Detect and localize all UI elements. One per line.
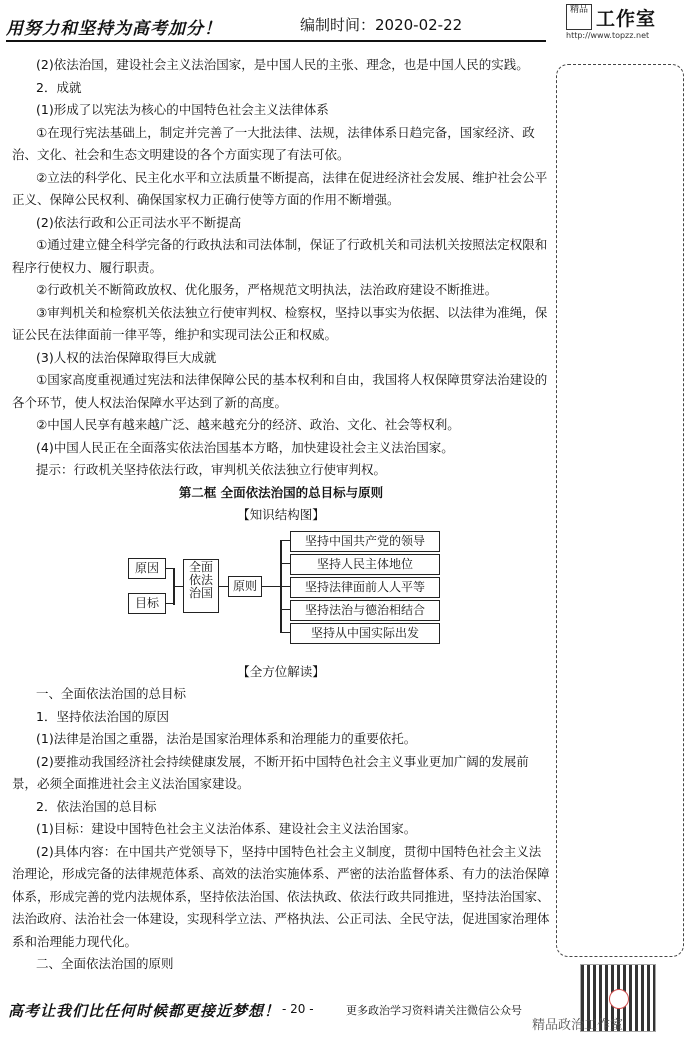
paragraph: (4)中国人民正在全面落实依法治国基本方略，加快建设社会主义法治国家。 bbox=[36, 439, 454, 455]
diagram-box-reason: 原因 bbox=[128, 558, 166, 579]
paragraph: ①通过建立健全科学完备的行政执法和司法体制，保证了行政机关和司法机关按照法定权限和程序行使权力、履行职责。 bbox=[12, 237, 548, 275]
connector bbox=[280, 632, 290, 634]
paragraph: (2)依法行政和公正司法水平不断提高 bbox=[36, 214, 242, 230]
paragraph: (2)依法治国，建设社会主义法治国家，是中国人民的主张、理念，也是中国人民的实践。 bbox=[36, 57, 529, 72]
principle-item: 坚持中国共产党的领导 bbox=[290, 531, 440, 552]
principle-item: 坚持法律面前人人平等 bbox=[290, 577, 440, 598]
principle-item: 坚持法治与德治相结合 bbox=[290, 600, 440, 621]
knowledge-structure-diagram bbox=[12, 531, 550, 657]
analysis-label: 【全方位解读】 bbox=[237, 663, 325, 679]
compile-date: 编制时间：2020-02-22 bbox=[300, 16, 463, 34]
paragraph: 二、全面依法治国的原则 bbox=[36, 956, 174, 971]
paragraph: ②立法的科学化、民主化水平和立法质量不断提高，法律在促进经济社会发展、维护社会公平正义、保障公民权利、确保国家权力正确行使等方面的作用不断增强。 bbox=[12, 169, 548, 207]
connector bbox=[280, 609, 290, 611]
connector bbox=[280, 586, 290, 588]
paragraph: ①在现行宪法基础上，制定并完善了一大批法律、法规，法律体系日趋完备，国家经济、政治、文化、社会和生态文明建设的各个方面实现了有法可依。 bbox=[12, 124, 535, 162]
paragraph: (1)目标：建设中国特色社会主义法治体系、建设社会主义法治国家。 bbox=[36, 821, 417, 836]
page-header bbox=[0, 0, 694, 44]
paragraph: ③审判机关和检察机关依法独立行使审判权、检察权，坚持以事实为依据、以法律为准绳，保证公民在法律面前一律平等，维护和实现司法公正和权威。 bbox=[12, 304, 548, 342]
connector bbox=[173, 586, 183, 588]
paragraph: (2)要推动我国经济社会持续健康发展，不断开拓中国特色社会主义事业更加广阔的发展前景，必须全面推进社会主义法治国家建设。 bbox=[12, 753, 529, 791]
paragraph: ①国家高度重视通过宪法和法律保障公民的基本权利和自由，我国将人权保障贯穿法治建设的各个环节，使人权法治保障水平达到了新的高度。 bbox=[12, 372, 548, 410]
paragraph: (1)形成了以宪法为核心的中国特色社会主义法律体系 bbox=[36, 102, 329, 117]
paragraph: (3)人权的法治保障取得巨大成就 bbox=[36, 349, 217, 365]
header-slogan: 用努力和坚持为高考加分！ bbox=[6, 19, 222, 39]
paragraph: 2．依法治国的总目标 bbox=[36, 798, 157, 814]
structure-label: 【知识结构图】 bbox=[237, 507, 325, 522]
connector bbox=[280, 540, 290, 542]
paragraph: 2．成就 bbox=[36, 79, 82, 95]
paragraph: ②中国人民享有越来越广泛、越来越充分的经济、政治、文化、社会等权利。 bbox=[36, 417, 460, 432]
section-title: 第二框 全面依法治国的总目标与原则 bbox=[178, 484, 384, 500]
paragraph: (2)具体内容：在中国共产党领导下，坚持中国特色社会主义制度，贯彻中国特色社会主义法治理论，形成完备的法律规范体系、高效的法治实施体系、严密的法治监督体系、有力的法治保障体系，形成完善的党内法规体系，坚持依法治国、依法执政、依法行政共同推进，坚持法治国家、法治政府、法治社会一体建设，实现科学立法、严格执法、公正司法、全民守法，促进国家治理体系和治理能力现代化。 bbox=[12, 843, 550, 949]
qr-logo-icon bbox=[609, 989, 629, 1009]
connector bbox=[219, 586, 228, 588]
paragraph: (1)法律是治国之重器，法治是国家治理体系和治理能力的重要依托。 bbox=[36, 731, 417, 746]
connector bbox=[262, 586, 280, 588]
logo-url: http://www.topzz.net bbox=[566, 31, 650, 40]
document-body bbox=[12, 54, 550, 976]
logo-mark: 精品 bbox=[566, 4, 592, 30]
header-divider bbox=[6, 40, 546, 42]
footer-slogan: 高考让我们比任何时候都更接近梦想！ bbox=[8, 1002, 281, 1020]
diagram-box-goal: 目标 bbox=[128, 593, 166, 614]
footer-note: 更多政治学习资料请关注微信公众号 bbox=[346, 1004, 522, 1017]
logo-text: 工作室 bbox=[596, 8, 657, 30]
principle-item: 坚持人民主体地位 bbox=[290, 554, 440, 575]
diagram-box-center: 全面依法治国 bbox=[183, 559, 219, 613]
watermark: 精品政治工作室 bbox=[532, 1018, 624, 1033]
diagram-box-principle: 原则 bbox=[228, 576, 262, 597]
paragraph: 一、全面依法治国的总目标 bbox=[36, 686, 187, 701]
principle-item: 坚持从中国实际出发 bbox=[290, 623, 440, 644]
paragraph: 1．坚持依法治国的原因 bbox=[36, 708, 169, 724]
notes-margin-box bbox=[556, 64, 684, 957]
paragraph: ②行政机关不断简政放权、优化服务，严格规范文明执法，法治政府建设不断推进。 bbox=[36, 282, 498, 297]
tip-note: 提示：行政机关坚持依法行政，审判机关依法独立行使审判权。 bbox=[36, 462, 387, 477]
page-number: - 20 - bbox=[282, 1002, 314, 1016]
connector bbox=[280, 563, 290, 565]
